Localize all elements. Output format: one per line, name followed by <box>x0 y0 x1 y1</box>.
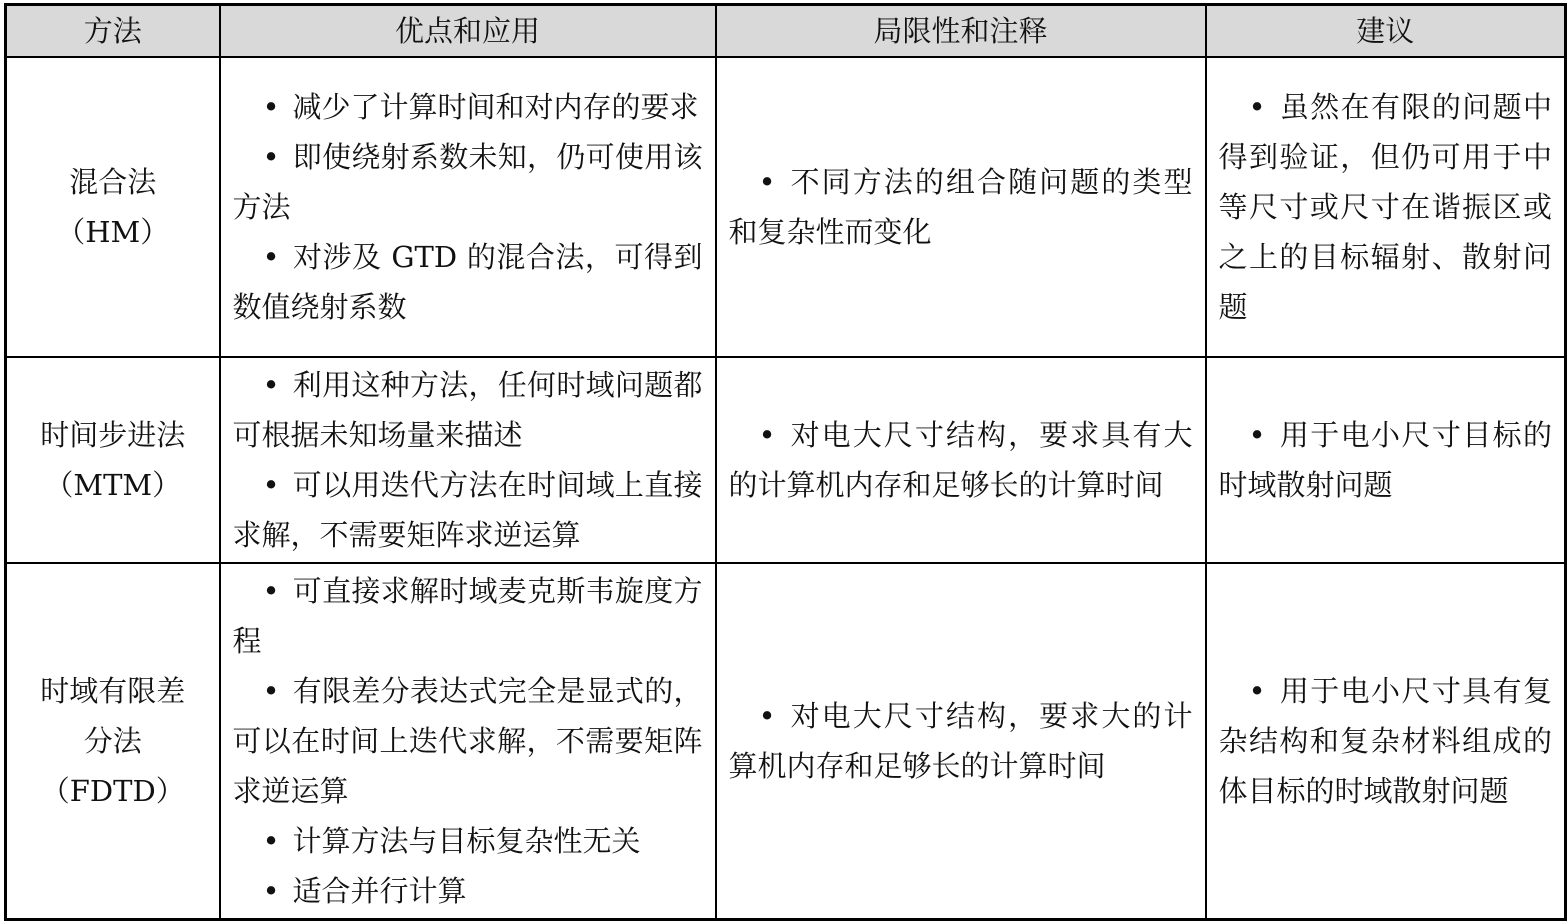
bullet-icon: • <box>262 240 280 274</box>
bullet-icon: • <box>758 165 776 199</box>
list-item: • 对电大尺寸结构，要求大的计算机内存和足够长的计算时间 <box>729 691 1193 791</box>
list-item: • 可以用迭代方法在时间域上直接求解，不需要矩阵求逆运算 <box>233 460 703 560</box>
bullet-icon: • <box>262 874 280 908</box>
list-item: • 不同方法的组合随问题的类型和复杂性而变化 <box>729 157 1193 257</box>
bullet-icon: • <box>262 140 280 174</box>
suggestions-cell <box>1206 563 1566 920</box>
methods-comparison-table <box>4 3 1567 921</box>
method-name-cont: 分法 <box>83 724 142 758</box>
bullet-icon: • <box>262 674 280 708</box>
list-item: • 用于电小尺寸目标的时域散射问题 <box>1219 410 1553 510</box>
bullet-icon: • <box>758 699 776 733</box>
list-item: • 减少了计算时间和对内存的要求 <box>233 82 703 132</box>
advantages-cell <box>220 357 716 563</box>
method-name: 时域有限差 <box>40 674 186 708</box>
list-item: • 有限差分表达式完全是显式的，可以在时间上迭代求解，不需要矩阵求逆运算 <box>233 666 703 816</box>
list-item: • 可直接求解时域麦克斯韦旋度方程 <box>233 566 703 666</box>
method-cell <box>6 357 220 563</box>
bullet-icon: • <box>262 824 280 858</box>
list-item: • 对涉及 GTD 的混合法，可得到数值绕射系数 <box>233 232 703 332</box>
method-abbr: （FDTD） <box>40 774 185 808</box>
method-cell <box>6 563 220 920</box>
bullet-icon: • <box>758 418 776 452</box>
list-item: • 用于电小尺寸具有复杂结构和复杂材料组成的体目标的时域散射问题 <box>1219 666 1553 816</box>
list-item: • 对电大尺寸结构，要求具有大的计算机内存和足够长的计算时间 <box>729 410 1193 510</box>
table-row <box>6 357 1566 563</box>
table-header-row <box>6 5 1566 58</box>
bullet-icon: • <box>1248 418 1266 452</box>
list-item: • 即使绕射系数未知，仍可使用该方法 <box>233 132 703 232</box>
method-name: 时间步进法 <box>40 418 186 452</box>
limitations-cell <box>716 563 1206 920</box>
method-cell <box>6 57 220 357</box>
header-limitations: 局限性和注释 <box>716 5 1206 58</box>
bullet-icon: • <box>1248 674 1266 708</box>
suggestions-cell <box>1206 57 1566 357</box>
table-row <box>6 563 1566 920</box>
advantages-cell <box>220 563 716 920</box>
suggestions-cell <box>1206 357 1566 563</box>
bullet-icon: • <box>1248 90 1266 124</box>
method-abbr: （HM） <box>56 215 170 249</box>
list-item: • 计算方法与目标复杂性无关 <box>233 816 703 866</box>
header-suggestions: 建议 <box>1206 5 1566 58</box>
bullet-icon: • <box>262 468 280 502</box>
bullet-icon: • <box>262 90 280 124</box>
list-item: • 适合并行计算 <box>233 866 703 916</box>
method-abbr: （MTM） <box>44 468 182 502</box>
list-item: • 利用这种方法，任何时域问题都可根据未知场量来描述 <box>233 360 703 460</box>
limitations-cell <box>716 357 1206 563</box>
bullet-icon: • <box>262 574 280 608</box>
bullet-icon: • <box>262 368 280 402</box>
header-method: 方法 <box>6 5 220 58</box>
method-name: 混合法 <box>69 165 157 199</box>
table-row <box>6 57 1566 357</box>
list-item: • 虽然在有限的问题中得到验证，但仍可用于中等尺寸或尺寸在谐振区或之上的目标辐射、散射问题 <box>1219 82 1553 332</box>
limitations-cell <box>716 57 1206 357</box>
header-advantages: 优点和应用 <box>220 5 716 58</box>
advantages-cell <box>220 57 716 357</box>
